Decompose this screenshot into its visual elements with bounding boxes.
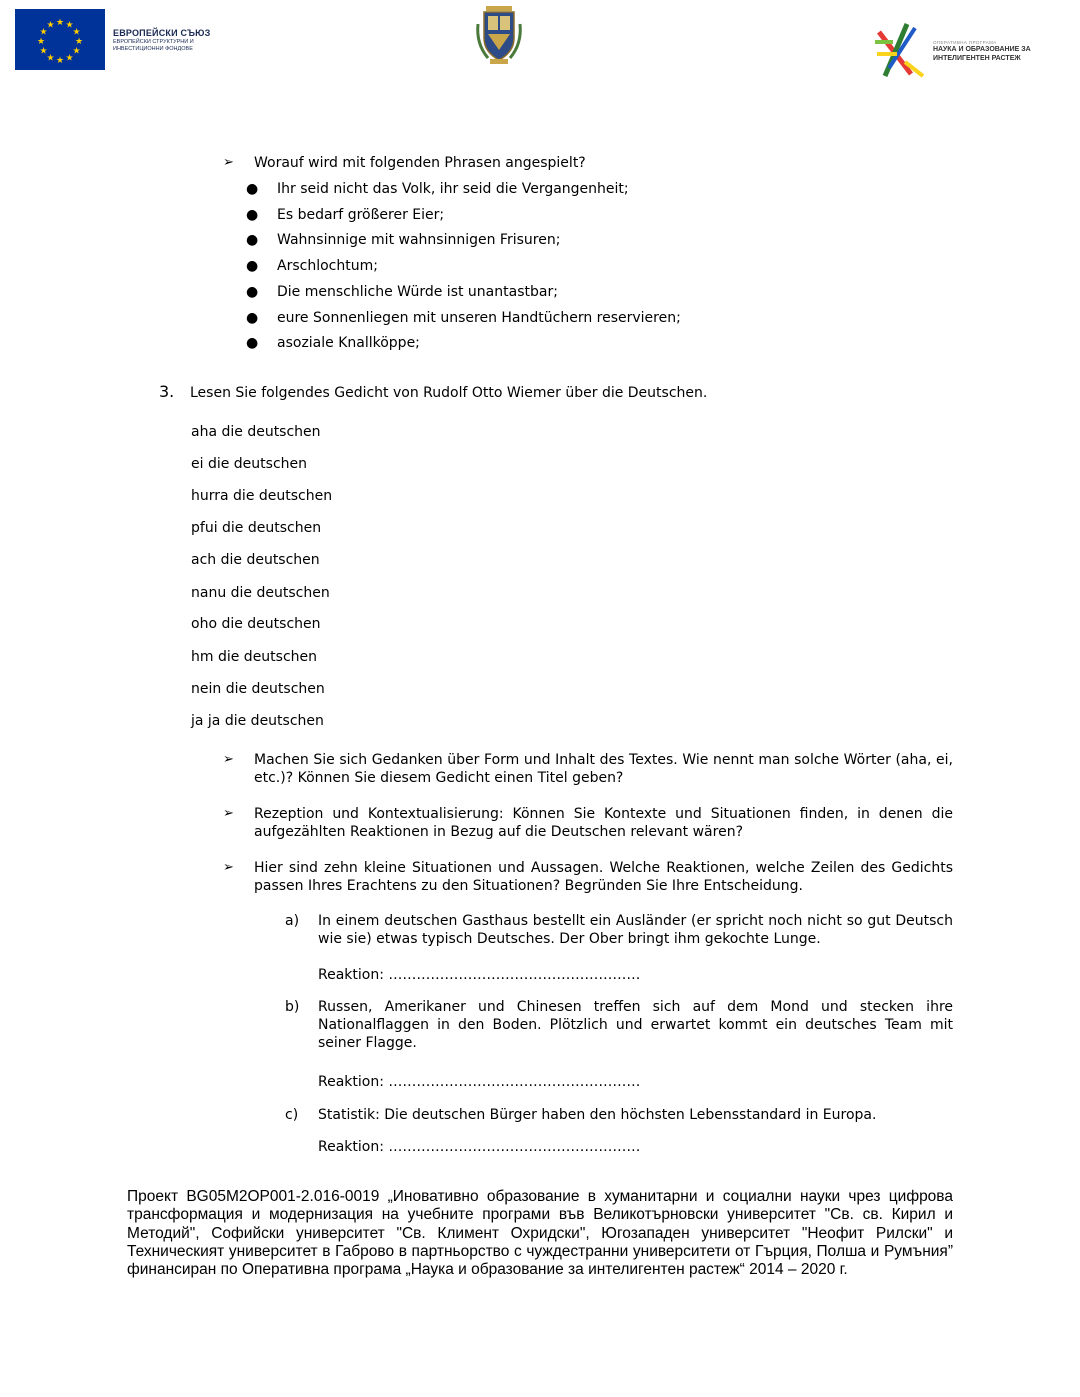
situation-label: b) <box>285 999 300 1015</box>
svg-text:★: ★ <box>72 27 81 38</box>
question-situations <box>223 859 953 895</box>
poem-line: ach die deutschen <box>191 552 320 568</box>
bullet-icon: ● <box>246 335 259 351</box>
situation-text: Russen, Amerikaner und Chinesen treffen sich auf dem Mond und stecken ihre Nationalflaggen in den Boden. Plötzlich und erwartet kommt ein deutsches Team mit seiner Flagge. <box>318 999 953 1051</box>
eu-title: ЕВРОПЕЙСКИ СЪЮЗ <box>113 27 211 38</box>
list-item <box>246 180 629 198</box>
reaction-line: Reaktion: ……………………………………………… <box>318 967 641 983</box>
eu-subtitle-1: ЕВРОПЕЙСКИ СТРУКТУРНИ И <box>113 38 194 45</box>
svg-text:★: ★ <box>39 46 48 57</box>
question-phrases <box>223 154 953 172</box>
svg-text:★: ★ <box>74 37 84 47</box>
situation-a <box>285 912 953 948</box>
list-item-text: eure Sonnenliegen mit unseren Handtüchern reservieren; <box>277 310 681 326</box>
task-3 <box>159 383 707 402</box>
university-crest-icon <box>474 4 524 66</box>
question-phrases-prompt: Worauf wird mit folgenden Phrasen angespielt? <box>254 155 586 171</box>
situation-c <box>285 1106 953 1124</box>
situation-text: In einem deutschen Gasthaus bestellt ein Ausländer (er spricht noch nicht so gut Deutsch wie sie) etwas typisch Deutsches. Der Ober bringt ihm gekochte Lunge. <box>318 913 953 947</box>
svg-text:★: ★ <box>36 37 46 47</box>
list-item-text: asoziale Knallköppe; <box>277 335 420 351</box>
question-text: Machen Sie sich Gedanken über Form und Inhalt des Textes. Wie nennt man solche Wörter (aha, ei, etc.)? Können Sie diesem Gedicht einen Titel geben? <box>254 752 953 786</box>
list-item <box>246 309 681 327</box>
op-title-line-1: НАУКА И ОБРАЗОВАНИЕ ЗА <box>933 46 1031 53</box>
svg-text:★: ★ <box>65 53 74 64</box>
situation-label: c) <box>285 1107 299 1123</box>
task-number: 3. <box>159 382 175 401</box>
poem-line: nein die deutschen <box>191 681 325 697</box>
list-item <box>246 231 560 249</box>
project-footer: Проект BG05M2OP001-2.016-0019 „Иновативно образование в хуманитарни и социални науки чрез цифрова трансформация и модернизация на учебните програми във Великотърновски университет "Св. св. Кирил и Методий", Софийски университет "Св. Климент Охридски", Югозападен университет "Неофит Рилски" и Техническият университет в Габрово в партньорство с чуждестранни университети от Гърция, Полша и Румъния” финансиран по Оперативна програма „Наука и образование за интелигентен растеж“ 2014 – 2020 г. <box>127 1188 953 1279</box>
bullet-icon: ● <box>246 181 259 197</box>
poem-line: hurra die deutschen <box>191 488 333 504</box>
reaction-line: Reaktion: ……………………………………………… <box>318 1074 641 1090</box>
poem-line: ja ja die deutschen <box>191 713 324 729</box>
svg-text:★: ★ <box>55 18 65 28</box>
arrow-bullet-icon: ➢ <box>223 860 234 875</box>
bullet-icon: ● <box>246 258 259 274</box>
poem-line: ei die deutschen <box>191 456 308 472</box>
situation-b <box>285 998 953 1052</box>
poem-line: aha die deutschen <box>191 424 321 440</box>
svg-text:★: ★ <box>65 20 74 31</box>
op-small-title: ОПЕРАТИВНА ПРОГРАМА <box>933 40 997 45</box>
bullet-icon: ● <box>246 207 259 223</box>
svg-text:★: ★ <box>46 20 55 31</box>
bullet-icon: ● <box>246 232 259 248</box>
poem-line: nanu die deutschen <box>191 585 330 601</box>
svg-text:★: ★ <box>72 46 81 57</box>
question-reception <box>223 805 953 841</box>
eu-flag-icon <box>15 9 105 70</box>
list-item-text: Es bedarf größerer Eier; <box>277 207 445 223</box>
op-x-icon <box>871 18 931 85</box>
arrow-bullet-icon: ➢ <box>223 752 234 767</box>
list-item <box>246 257 378 275</box>
list-item-text: Ihr seid nicht das Volk, ihr seid die Vergangenheit; <box>277 181 629 197</box>
list-item <box>246 334 420 352</box>
op-logo <box>871 18 1043 85</box>
situation-text: Statistik: Die deutschen Bürger haben den höchsten Lebensstandard in Europa. <box>318 1107 877 1123</box>
eu-logo <box>15 9 223 70</box>
svg-text:★: ★ <box>46 53 55 64</box>
arrow-bullet-icon: ➢ <box>223 806 234 821</box>
op-title-line-2: ИНТЕЛИГЕНТЕН РАСТЕЖ <box>933 55 1021 62</box>
poem-line: pfui die deutschen <box>191 520 322 536</box>
situation-label: a) <box>285 913 300 929</box>
list-item <box>246 283 558 301</box>
poem-line: hm die deutschen <box>191 649 318 665</box>
task-3-text: Lesen Sie folgendes Gedicht von Rudolf Otto Wiemer über die Deutschen. <box>190 385 708 401</box>
list-item-text: Wahnsinnige mit wahnsinnigen Frisuren; <box>277 232 561 248</box>
list-item <box>246 206 444 224</box>
list-item-text: Die menschliche Würde ist unantastbar; <box>277 284 558 300</box>
question-text: Hier sind zehn kleine Situationen und Aussagen. Welche Reaktionen, welche Zeilen des Gedichts passen Ihres Erachtens zu den Situationen? Begründen Sie Ihre Entscheidung. <box>254 860 953 894</box>
question-form-content <box>223 751 953 787</box>
question-text: Rezeption und Kontextualisierung: Können Sie Kontexte und Situationen finden, in denen die aufgezählten Reaktionen in Bezug auf die Deutschen relevant wären? <box>254 806 953 840</box>
reaction-line: Reaktion: ……………………………………………… <box>318 1139 641 1155</box>
bullet-icon: ● <box>246 310 259 326</box>
bullet-icon: ● <box>246 284 259 300</box>
svg-text:★: ★ <box>55 56 65 66</box>
poem-line: oho die deutschen <box>191 616 321 632</box>
arrow-bullet-icon: ➢ <box>223 155 234 170</box>
svg-text:★: ★ <box>39 27 48 38</box>
eu-subtitle-2: ИНВЕСТИЦИОННИ ФОНДОВЕ <box>113 45 193 52</box>
list-item-text: Arschlochtum; <box>277 258 378 274</box>
